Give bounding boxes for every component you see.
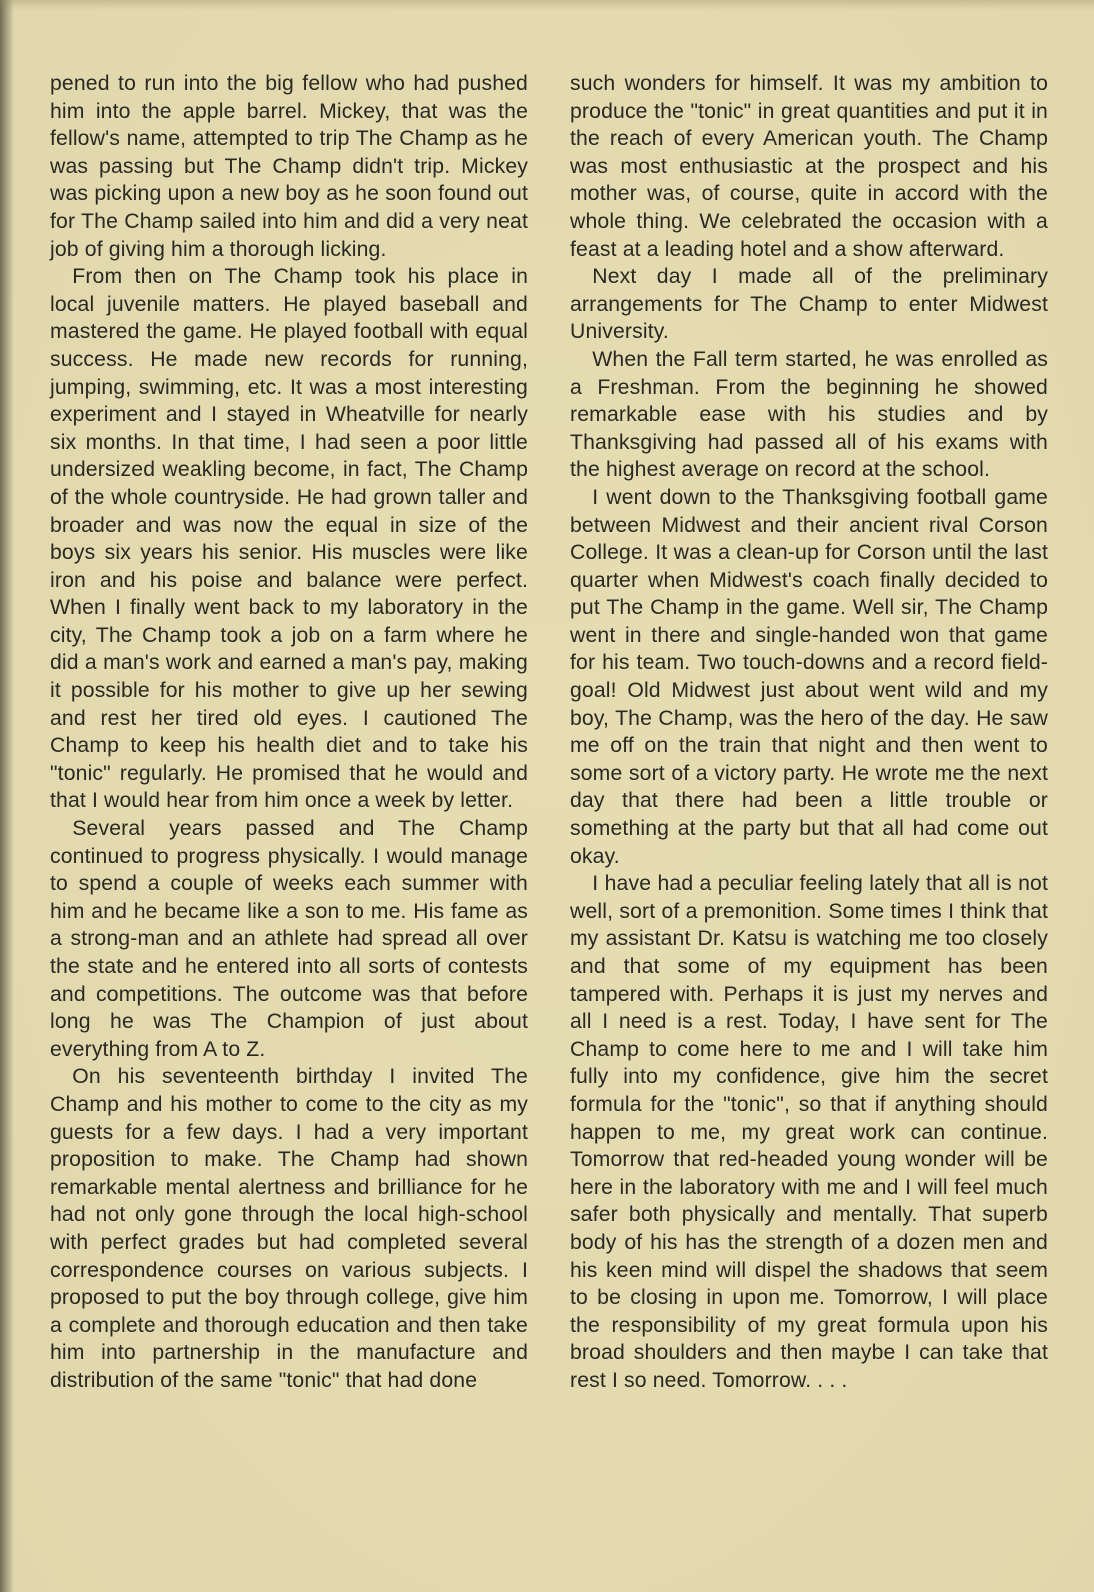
page-top-edge [0,0,1094,10]
paragraph: When the Fall term started, he was enrolled as a Freshman. From the beginning he showed remarkable ease with his studies and by Thanksgiving had passed all of his exams with the highest average on record at the school. [570,347,1048,482]
left-text-column [50,70,528,1395]
right-text-column [570,70,1048,1395]
paragraph: I went down to the Thanksgiving football game between Midwest and their ancient rival Corson College. It was a clean-up for Corson until the last quarter when Midwest's coach finally decided to put The Champ in the game. Well sir, The Champ went in there and single-handed won that game for his team. Two touch-downs and a record field-goal! Old Midwest just about went wild and my boy, The Champ, was the hero of the day. He saw me off on the train that night and then went to some sort of a victory party. He wrote me the next day that there had been a little trouble or something at the party but that all had come out okay. [570,485,1048,868]
paragraph-continued: pened to run into the big fellow who had pushed him into the apple barrel. Mickey, that was the fellow's name, attempted to trip The Champ as he was passing but The Champ didn't trip. Mickey was picking upon a new boy as he soon found out for The Champ sailed into him and did a very neat job of giving him a thorough licking. [50,72,528,261]
paragraph: On his seventeenth birthday I invited The Champ and his mother to come to the city as my guests for a few days. I had a very important proposition to make. The Champ had shown remarkable mental alertness and brilliance for he had not only gone through the local high-school with perfect grades but had completed several correspondence courses on various subjects. I proposed to put the boy through college, give him a complete and thorough education and then take him into partnership in the manufacture and distribution of the same "tonic" that had done [50,1065,528,1392]
paragraph: Next day I made all of the preliminary arrangements for The Champ to enter Midwest University. [570,265,1048,344]
paragraph-continued: such wonders for himself. It was my ambition to produce the "tonic" in great quantities and put it in the reach of every American youth. The Champ was most enthusiastic at the prospect and his mother was, of course, quite in accord with the whole thing. We celebrated the occasion with a feast at a leading hotel and a show afterward. [570,72,1048,261]
paragraph: I have had a peculiar feeling lately that all is not well, sort of a premonition. Some times I think that my assistant Dr. Katsu is watching me too closely and that some of my equipment has been tampered with. Perhaps it is just my nerves and all I need is a rest. Today, I have sent for The Champ to come here to me and I will take him fully into my confidence, give him the secret formula for the "tonic", so that if anything should happen to me, my great work can continue. Tomorrow that red-headed young wonder will be here in the laboratory with me and I will feel much safer both physically and mentally. That superb body of his has the strength of a dozen men and his keen mind will dispel the shadows that seem to be closing in upon me. Tomorrow, I will place the responsibility of my great formula upon his broad shoulders and then maybe I can take that rest I so need. Tomorrow. . . . [570,872,1048,1392]
binding-shadow [0,0,14,1592]
paragraph: From then on The Champ took his place in local juvenile matters. He played baseball and mastered the game. He played football with equal success. He made new records for running, jumping, swimming, etc. It was a most interesting experiment and I stayed in Wheatville for nearly six months. In that time, I had seen a poor little undersized weakling become, in fact, The Champ of the whole countryside. He had grown taller and broader and was now the equal in size of the boys six years his senior. His muscles were like iron and his poise and balance were perfect. When I finally went back to my laboratory in the city, The Champ took a job on a farm where he did a man's work and earned a man's pay, making it possible for his mother to give up her sewing and rest her tired old eyes. I cautioned The Champ to keep his health diet and to take his "tonic" regularly. He promised that he would and that I would hear from him once a week by letter. [50,265,528,813]
paragraph: Several years passed and The Champ continued to progress physically. I would manage to spend a couple of weeks each summer with him and he became like a son to me. His fame as a strong-man and an athlete had spread all over the state and he entered into all sorts of contests and competitions. The outcome was that before long he was The Champion of just about everything from A to Z. [50,817,528,1061]
